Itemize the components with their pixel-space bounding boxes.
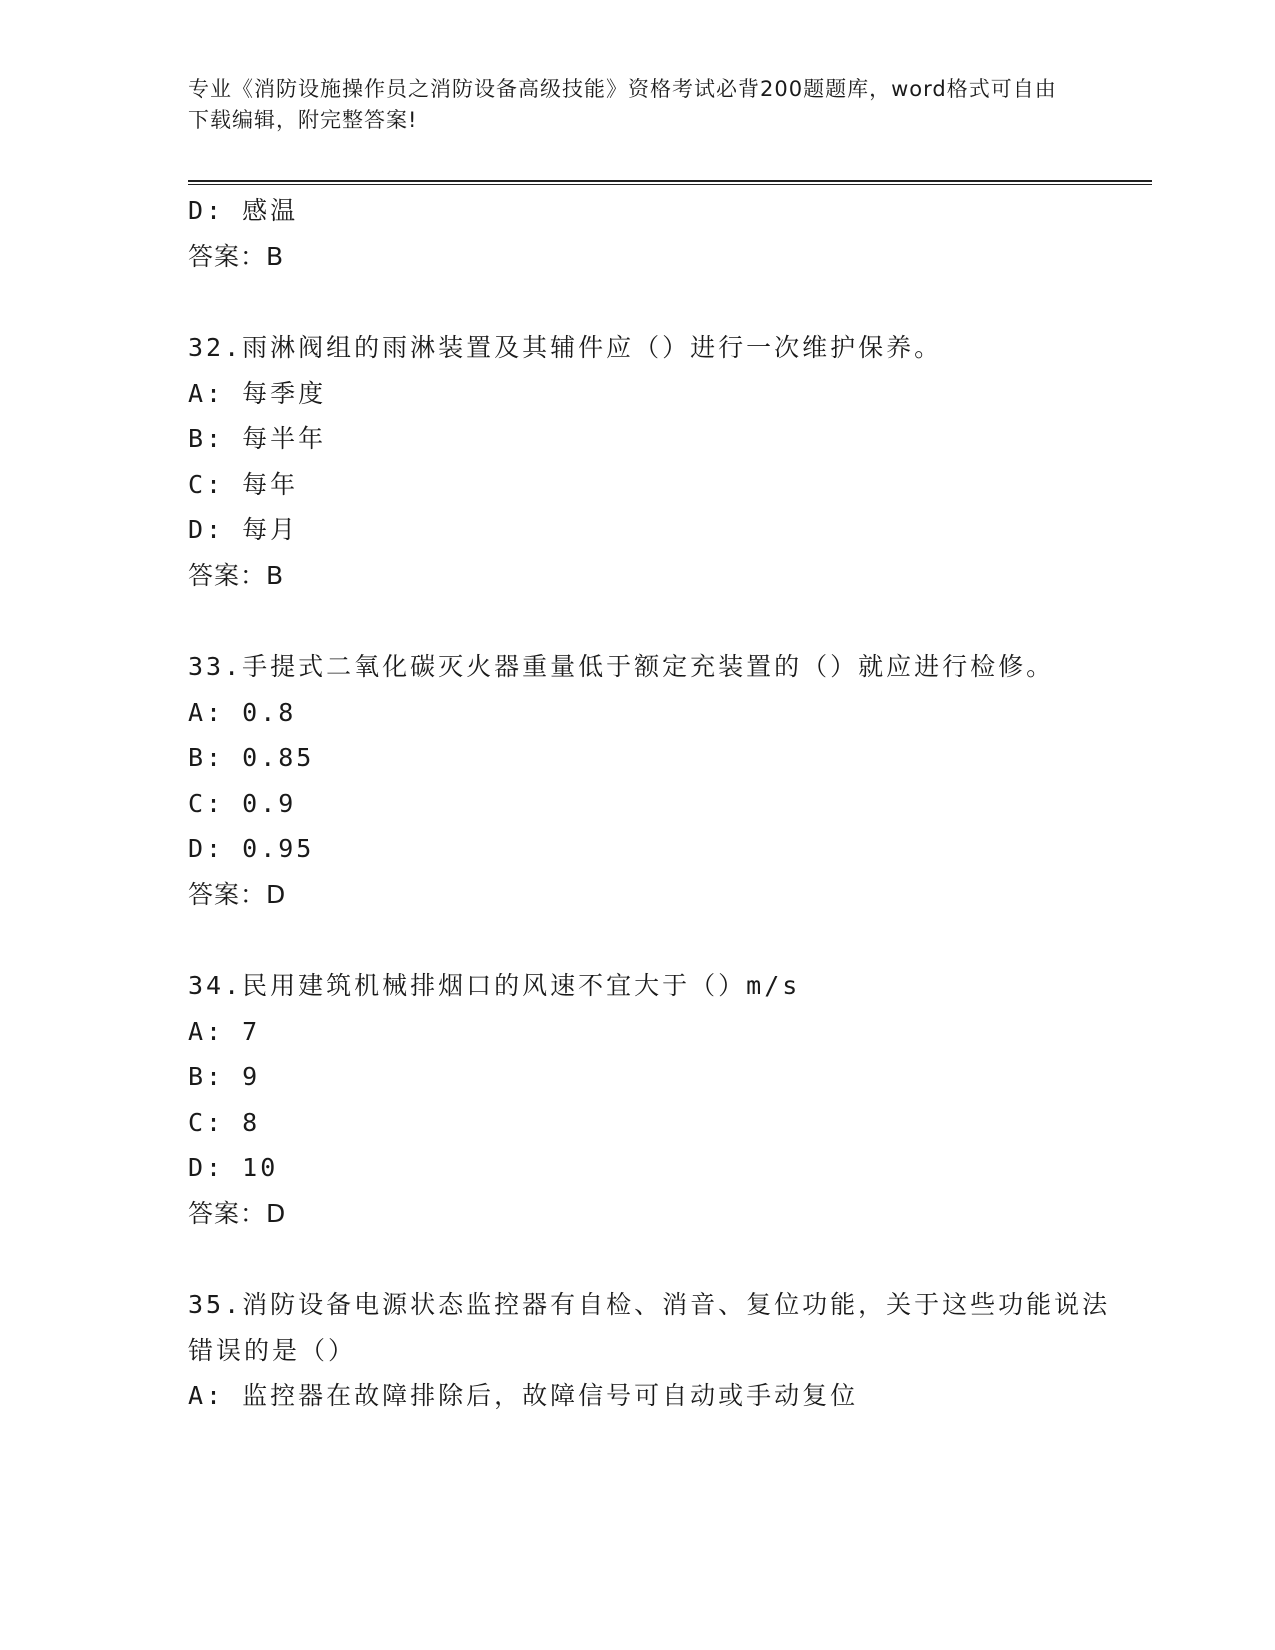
option-d: D: 10 xyxy=(188,1153,279,1182)
question-text: 32.雨淋阀组的雨淋装置及其辅件应（）进行一次维护保养。 xyxy=(188,333,943,362)
option-c: C: 每年 xyxy=(188,469,299,499)
question-text: 33.手提式二氧化碳灭火器重量低于额定充装置的（）就应进行检修。 xyxy=(188,652,1055,681)
question-list xyxy=(188,188,1128,1419)
option-c: C: 8 xyxy=(188,1107,261,1137)
question-34 xyxy=(188,963,1128,1236)
document-header: 专业《消防设施操作员之消防设备高级技能》资格考试必背200题题库，word格式可自由下载编辑，附完整答案! xyxy=(188,77,1057,132)
option-c: C: 0.9 xyxy=(188,788,297,818)
option-a: A: 监控器在故障排除后，故障信号可自动或手动复位 xyxy=(188,1381,859,1410)
option-a: A: 0.8 xyxy=(188,697,297,727)
answer: 答案：B xyxy=(188,560,285,590)
question-text: 34.民用建筑机械排烟口的风速不宜大于（）m/s xyxy=(188,971,801,1000)
question-text: 35.消防设备电源状态监控器有自检、消音、复位功能，关于这些功能说法错误的是（） xyxy=(188,1290,1111,1365)
question-32 xyxy=(188,325,1128,598)
option-d: D: 感温 xyxy=(188,196,299,225)
answer: 答案：D xyxy=(188,1198,287,1228)
option-a: A: 每季度 xyxy=(188,378,327,408)
option-b: B: 每半年 xyxy=(188,424,327,453)
header-divider-thin xyxy=(188,184,1152,185)
option-d: D: 每月 xyxy=(188,515,299,544)
option-d: D: 0.95 xyxy=(188,834,315,863)
answer: 答案：D xyxy=(188,879,287,909)
question-33 xyxy=(188,644,1128,917)
header-divider xyxy=(188,180,1152,182)
option-b: B: 9 xyxy=(188,1062,261,1091)
option-b: B: 0.85 xyxy=(188,743,315,772)
answer: 答案：B xyxy=(188,241,285,271)
question-35 xyxy=(188,1282,1128,1419)
option-a: A: 7 xyxy=(188,1016,261,1046)
